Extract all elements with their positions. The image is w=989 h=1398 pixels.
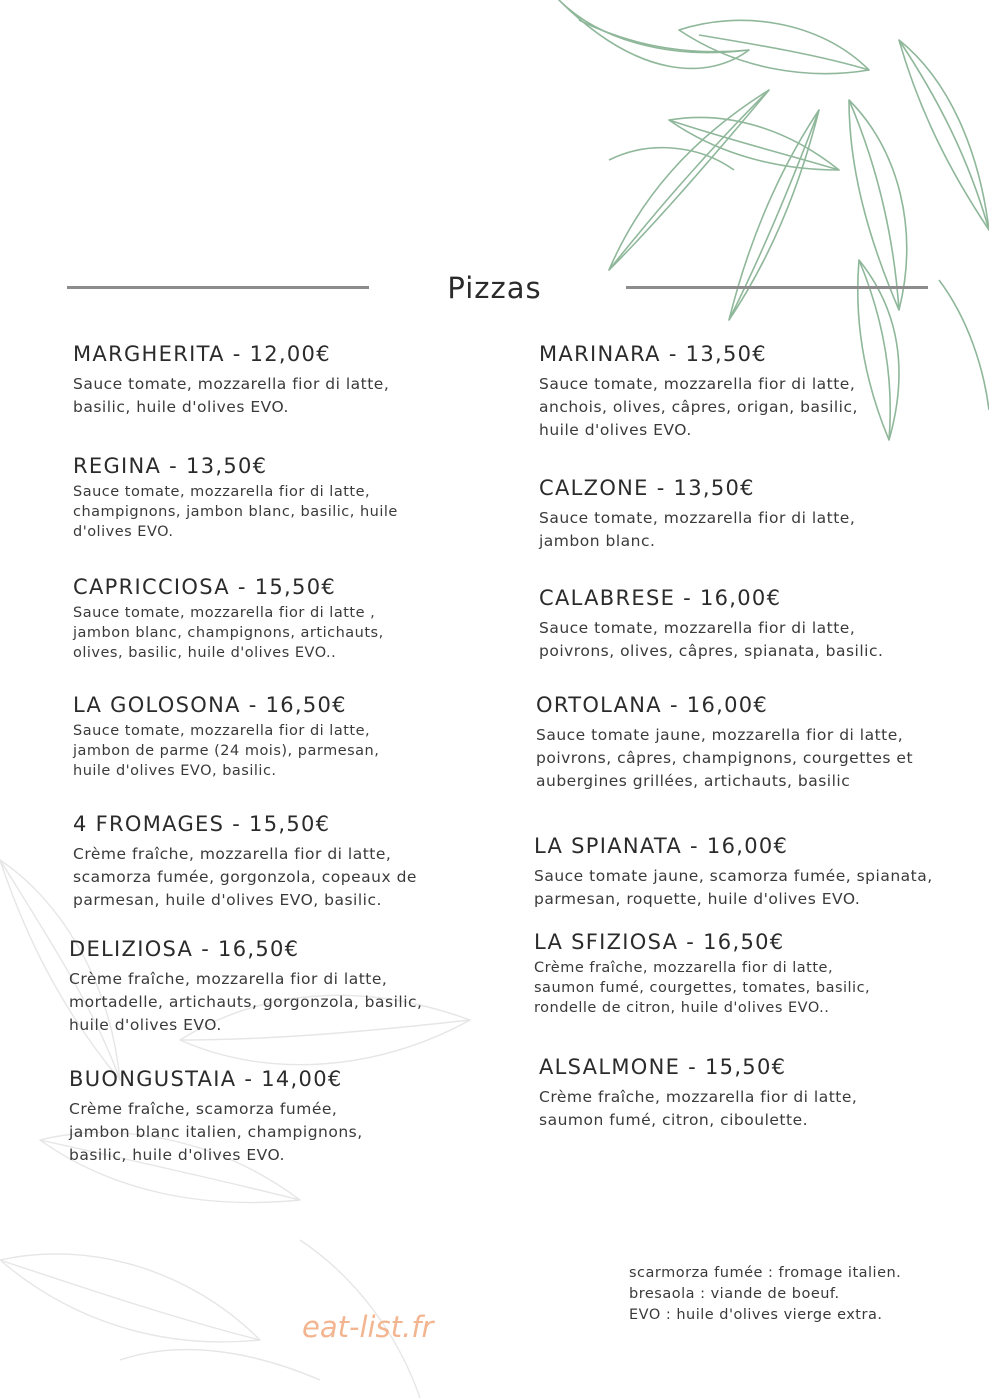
item-description: Crème fraîche, mozzarella fior di latte, mortadelle, artichauts, gorgonzola, basilic, huile d'olives EVO. — [69, 970, 423, 1034]
page-title: Pizzas — [447, 271, 542, 305]
item-description: Sauce tomate jaune, mozzarella fior di latte, poivrons, câpres, champignons, courgettes et aubergines grillées, artichauts, basilic — [536, 726, 914, 790]
item-description: Crème fraîche, mozzarella fior di latte, scamorza fumée, gorgonzola, copeaux de parmesan, huile d'olives EVO, basilic. — [73, 845, 417, 909]
item-description: Sauce tomate jaune, scamorza fumée, spianata, parmesan, roquette, huile d'olives EVO. — [534, 867, 933, 908]
item-description: Sauce tomate, mozzarella fior di latte, anchois, olives, câpres, origan, basilic, huile d'olives EVO. — [539, 375, 858, 439]
watermark: eat-list.fr — [302, 1310, 434, 1344]
item-name: ORTOLANA - 16,00€ — [536, 693, 769, 717]
title-rule-right — [626, 286, 928, 289]
menu-item — [539, 342, 959, 442]
menu-item — [539, 1055, 959, 1132]
item-name: LA SFIZIOSA - 16,50€ — [534, 930, 785, 954]
menu-item — [534, 930, 954, 1018]
note-line: EVO : huile d'olives vierge extra. — [629, 1307, 883, 1323]
item-name: REGINA - 13,50€ — [73, 454, 268, 478]
menu-item — [73, 454, 493, 542]
item-name: BUONGUSTAIA - 14,00€ — [69, 1067, 343, 1091]
item-name: MARINARA - 13,50€ — [539, 342, 767, 366]
menu-item — [73, 342, 493, 419]
menu-item — [73, 575, 493, 663]
glossary-notes — [629, 1263, 901, 1326]
menu-item — [73, 812, 493, 912]
item-description: Sauce tomate, mozzarella fior di latte, champignons, jambon blanc, basilic, huile d'olives EVO. — [73, 484, 398, 540]
menu-item — [69, 937, 489, 1037]
item-description: Crème fraîche, mozzarella fior di latte, saumon fumé, citron, ciboulette. — [539, 1088, 858, 1129]
item-description: Sauce tomate, mozzarella fior di latte, jambon blanc. — [539, 509, 856, 550]
menu-item — [73, 693, 493, 781]
menu-item — [69, 1067, 489, 1167]
menu-item — [539, 586, 959, 663]
menu-item — [534, 834, 954, 911]
menu-item — [539, 476, 959, 553]
item-name: CAPRICCIOSA - 15,50€ — [73, 575, 337, 599]
item-description: Sauce tomate, mozzarella fior di latte , jambon blanc, champignons, artichauts, olives, basilic, huile d'olives EVO.. — [73, 605, 384, 661]
item-name: 4 FROMAGES - 15,50€ — [73, 812, 331, 836]
item-name: ALSALMONE - 15,50€ — [539, 1055, 787, 1079]
menu-item — [536, 693, 956, 793]
item-description: Crème fraîche, scamorza fumée, jambon blanc italien, champignons, basilic, huile d'olives EVO. — [69, 1100, 363, 1164]
item-name: CALZONE - 13,50€ — [539, 476, 755, 500]
note-line: bresaola : viande de boeuf. — [629, 1286, 840, 1302]
item-name: LA SPIANATA - 16,00€ — [534, 834, 789, 858]
note-line: scarmorza fumée : fromage italien. — [629, 1265, 902, 1281]
item-name: CALABRESE - 16,00€ — [539, 586, 782, 610]
item-description: Sauce tomate, mozzarella fior di latte, jambon de parme (24 mois), parmesan, huile d'olives EVO, basilic. — [73, 723, 380, 779]
item-name: LA GOLOSONA - 16,50€ — [73, 693, 347, 717]
item-name: MARGHERITA - 12,00€ — [73, 342, 331, 366]
item-description: Sauce tomate, mozzarella fior di latte, poivrons, olives, câpres, spianata, basilic. — [539, 619, 884, 660]
item-description: Sauce tomate, mozzarella fior di latte, basilic, huile d'olives EVO. — [73, 375, 390, 416]
item-name: DELIZIOSA - 16,50€ — [69, 937, 300, 961]
item-description: Crème fraîche, mozzarella fior di latte, saumon fumé, courgettes, tomates, basilic, rondelle de citron, huile d'olives EVO.. — [534, 960, 871, 1016]
